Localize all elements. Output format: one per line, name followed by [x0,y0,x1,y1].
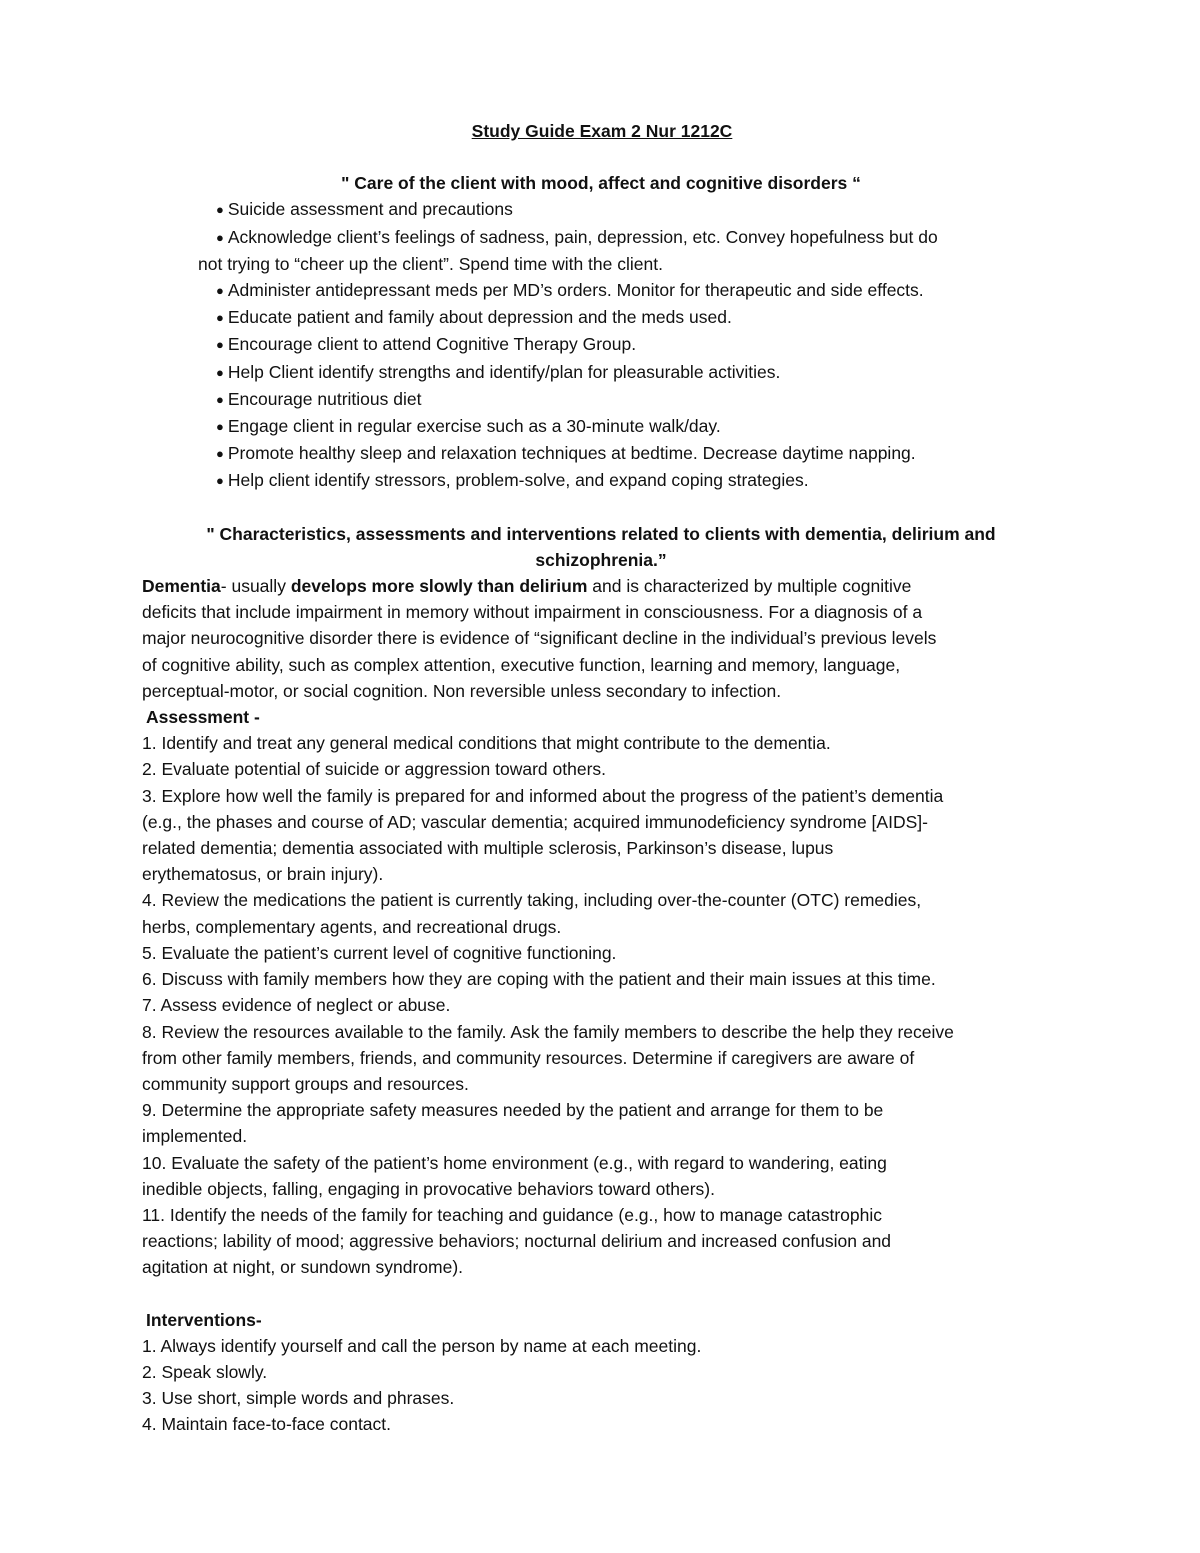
bullet-item [216,224,1060,251]
item-number: 10 [142,1152,162,1173]
item-text: . Always identify yourself and call the person by name at each meeting. [151,1335,702,1356]
numbered-item [142,756,1060,782]
bullet-dot-icon: ● [216,419,224,435]
numbered-item-continuation: herbs, complementary agents, and recreational drugs. [142,916,562,937]
bullet-dot-icon: ● [216,310,224,326]
numbered-item [142,992,1060,1018]
dementia-bold-phrase: develops more slowly than delirium [290,576,588,597]
item-text: . Evaluate the safety of the patient’s home environment (e.g., with regard to wandering, eating [161,1152,887,1173]
item-number: 11 [142,1204,161,1225]
item-text: . Maintain face-to-face contact. [151,1414,392,1435]
dementia-text: and is characterized by multiple cognitive [587,576,912,597]
numbered-item-continuation: agitation at night, or sundown syndrome). [142,1257,464,1278]
bullet-dot-icon: ● [216,391,224,407]
numbered-item [142,1385,1060,1411]
item-number: 7 [142,995,152,1016]
numbered-item [142,940,1060,966]
numbered-item-continuation: implemented. [142,1126,248,1147]
bullet-dot-icon: ● [216,446,224,462]
section-heading-dementia-cont: schizophrenia.” [535,549,667,570]
bullet-item [216,440,1060,467]
numbered-item [142,1097,1060,1123]
bullet-dot-icon: ● [216,364,224,380]
numbered-item-continuation: erythematosus, or brain injury). [142,864,384,885]
item-text: . Discuss with family members how they are coping with the patient and their main issues at this time. [151,969,936,990]
bullet-item [216,386,1060,413]
dementia-line: perceptual-motor, or social cognition. Non reversible unless secondary to infection. [142,680,782,701]
bullet-dot-icon: ● [216,202,224,218]
bullet-item [216,196,1060,223]
assessment-list [142,730,1060,1280]
numbered-item-continuation: from other family members, friends, and community resources. Determine if caregivers are aware of [142,1047,915,1068]
bullet-item [216,359,1060,386]
document-title: Study Guide Exam 2 Nur 1212C [471,121,733,141]
item-text: . Evaluate potential of suicide or aggression toward others. [151,759,607,780]
item-text: . Explore how well the family is prepared for and informed about the progress of the patient’s dementia [151,785,944,806]
item-number: 3 [142,785,152,806]
item-text: . Review the medications the patient is currently taking, including over-the-counter (OTC) remedies, [151,890,922,911]
item-number: 3 [142,1388,152,1409]
numbered-item [142,1202,1060,1228]
assessment-label: Assessment - [146,707,260,728]
dementia-line: major neurocognitive disorder there is evidence of “significant decline in the individual’s previous levels [142,628,937,649]
numbered-item [142,1411,1060,1437]
spacer [142,495,1060,521]
bullet-dot-icon: ● [216,283,224,299]
item-text: . Speak slowly. [151,1361,268,1382]
bullet-text: Suicide assessment and precautions [227,199,513,220]
item-text: . Assess evidence of neglect or abuse. [151,995,451,1016]
dementia-sep: - usually [220,576,291,597]
interventions-list [142,1333,1060,1438]
item-text: . Identify and treat any general medical conditions that might contribute to the dementia. [151,733,831,754]
bullet-item [216,304,1060,331]
bullet-item [216,413,1060,440]
bullet-item-continuation: not trying to “cheer up the client”. Spend time with the client. [198,253,663,274]
bullet-item [216,277,1060,304]
item-text: . Use short, simple words and phrases. [151,1388,455,1409]
numbered-item [142,887,1060,913]
item-text: . Evaluate the patient’s current level of cognitive functioning. [151,942,617,963]
numbered-item [142,966,1060,992]
interventions-label: Interventions- [146,1309,262,1330]
numbered-item-continuation: related dementia; dementia associated with multiple sclerosis, Parkinson’s disease, lupus [142,838,834,859]
bullet-list-mood [142,196,1060,494]
spacer [142,1281,1060,1307]
numbered-item-continuation: inedible objects, falling, engaging in provocative behaviors toward others). [142,1178,715,1199]
bullet-text: Help client identify stressors, problem-solve, and expand coping strategies. [227,470,809,491]
item-number: 2 [142,759,152,780]
item-text: . Determine the appropriate safety measures needed by the patient and arrange for them to be [151,1100,884,1121]
numbered-item [142,1333,1060,1359]
item-number: 9 [142,1100,152,1121]
numbered-item [142,1019,1060,1045]
bullet-text: Help Client identify strengths and identify/plan for pleasurable activities. [227,361,781,382]
item-number: 4 [142,890,152,911]
item-text: . Identify the needs of the family for teaching and guidance (e.g., how to manage catastrophic [160,1204,883,1225]
numbered-item-continuation: reactions; lability of mood; aggressive behaviors; nocturnal delirium and increased confusion and [142,1231,892,1252]
bullet-text: Administer antidepressant meds per MD’s orders. Monitor for therapeutic and side effects. [227,280,924,301]
dementia-paragraph [142,573,1060,704]
bullet-dot-icon: ● [216,337,224,353]
dementia-line: of cognitive ability, such as complex attention, executive function, learning and memory, language, [142,654,901,675]
item-number: 1 [142,733,152,754]
item-number: 2 [142,1361,152,1382]
numbered-item [142,1359,1060,1385]
item-number: 4 [142,1414,152,1435]
numbered-item-continuation: (e.g., the phases and course of AD; vascular dementia; acquired immunodeficiency syndrome [AIDS]- [142,811,928,832]
bullet-dot-icon: ● [216,473,224,489]
numbered-item [142,730,1060,756]
bullet-text: Educate patient and family about depression and the meds used. [227,307,732,328]
section-heading-dementia: " Characteristics, assessments and interventions related to clients with dementia, delirium and [206,523,996,544]
bullet-text: Engage client in regular exercise such as a 30-minute walk/day. [227,416,721,437]
item-number: 1 [142,1335,152,1356]
bullet-item [216,467,1060,494]
section-heading-mood: " Care of the client with mood, affect and cognitive disorders “ [341,173,861,194]
dementia-term: Dementia [142,576,221,597]
item-number: 6 [142,969,152,990]
item-number: 5 [142,942,152,963]
bullet-item [216,331,1060,358]
bullet-text: Promote healthy sleep and relaxation techniques at bedtime. Decrease daytime napping. [227,443,916,464]
bullet-dot-icon: ● [216,229,224,245]
numbered-item [142,783,1060,809]
item-number: 8 [142,1021,152,1042]
bullet-text: Encourage client to attend Cognitive Therapy Group. [227,334,637,355]
numbered-item-continuation: community support groups and resources. [142,1073,469,1094]
bullet-text: Acknowledge client’s feelings of sadness, pain, depression, etc. Convey hopefulness but do [227,226,938,247]
numbered-item [142,1150,1060,1176]
dementia-line [142,573,1060,599]
item-text: . Review the resources available to the family. Ask the family members to describe the help they receive [151,1021,954,1042]
dementia-line: deficits that include impairment in memory without impairment in consciousness. For a diagnosis of a [142,602,923,623]
bullet-text: Encourage nutritious diet [227,388,422,409]
